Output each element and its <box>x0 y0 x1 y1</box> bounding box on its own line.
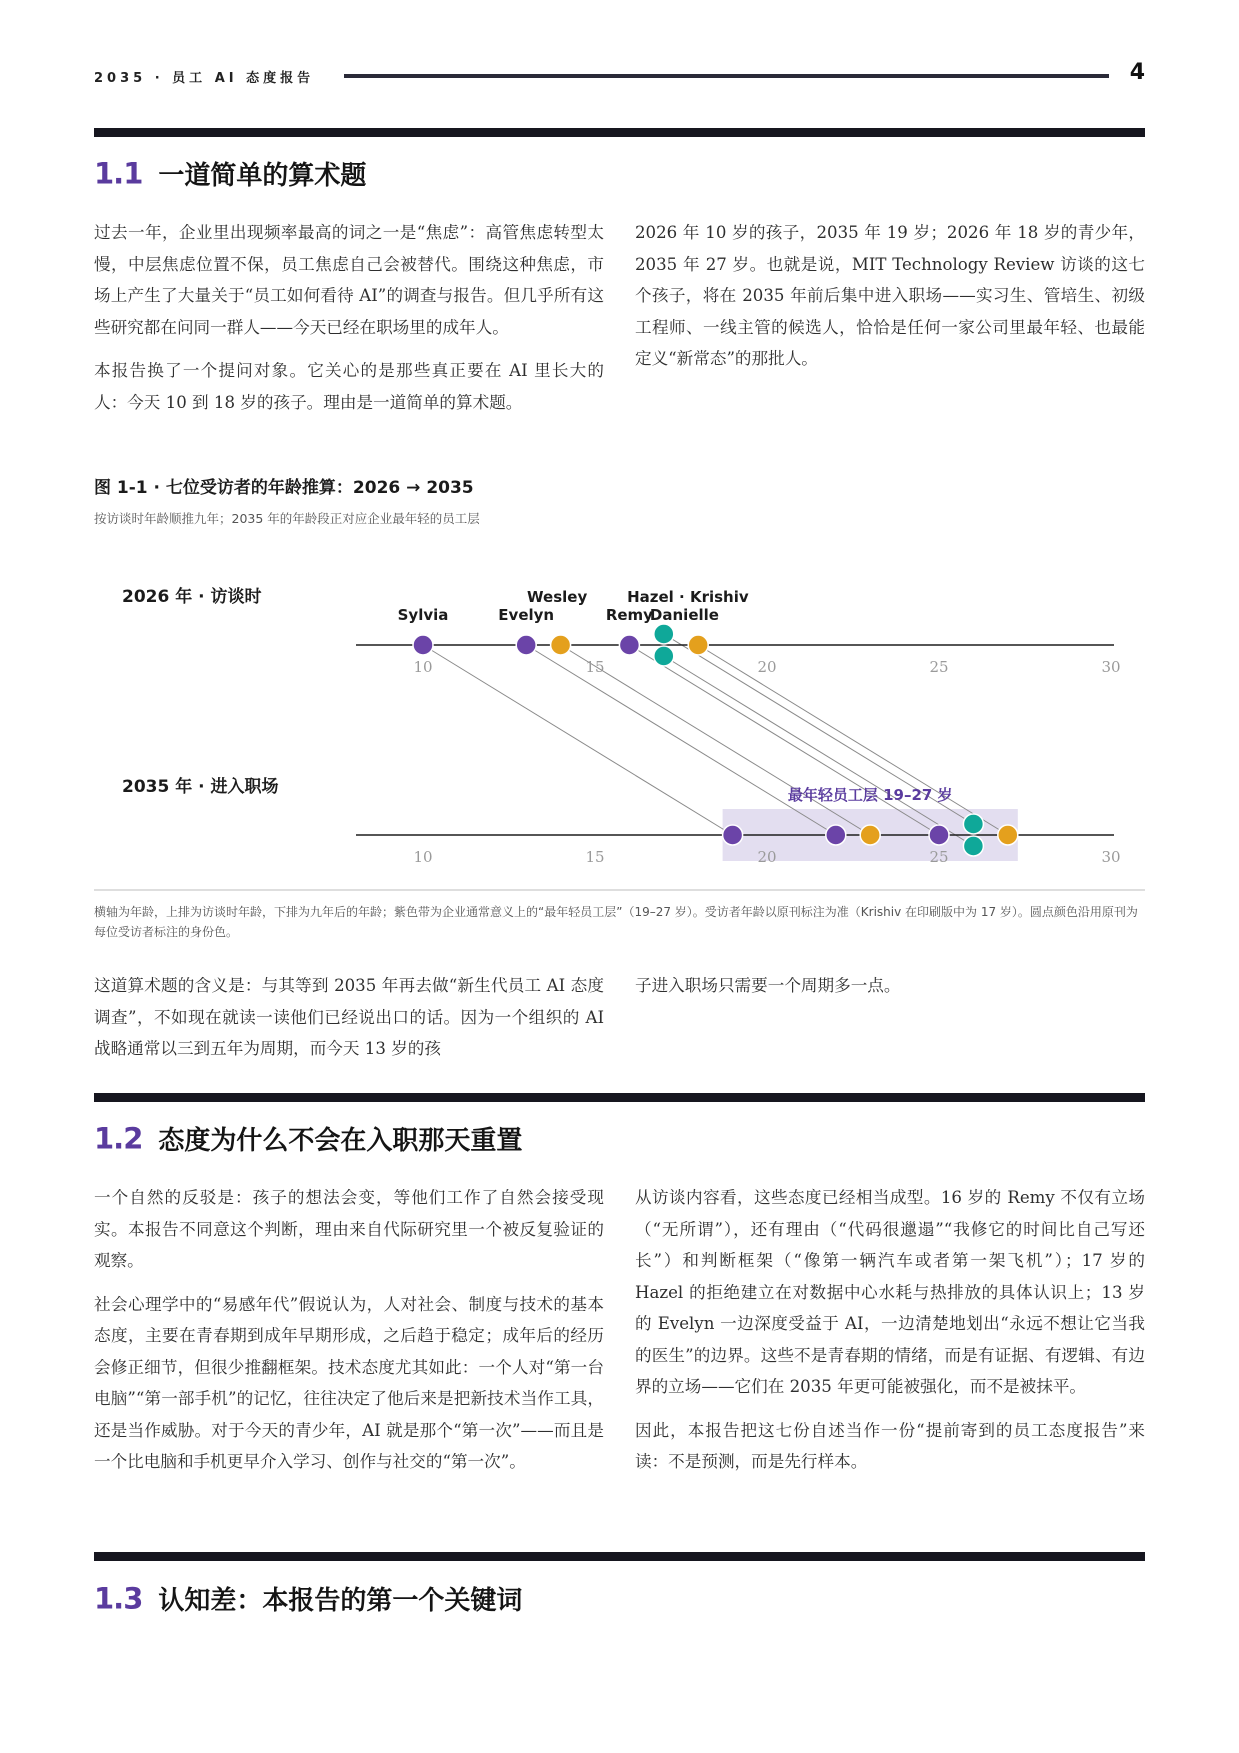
paragraph: 本报告换了一个提问对象。它关心的是那些真正要在 AI 里长大的人：今天 10 到 18 岁的孩子。理由是一道简单的算术题。 <box>94 361 604 412</box>
x-tick-label: 10 <box>413 658 433 676</box>
band-label: 最年轻员工层 19–27 岁 <box>787 786 953 804</box>
x-tick-label: 30 <box>1101 848 1121 866</box>
figure-note: 横轴为年龄，上排为访谈时年龄，下排为九年后的年龄；紫色带为企业通常意义上的“最年轻员工层”（19–27 岁）。受访者年龄以原刊标注为准（Krishiv 在印刷版中为 17 岁）。圆点颜色沿用原刊为每位受访者标注的身份色。 <box>94 905 1138 939</box>
section-title: 态度为什么不会在入职那天重置 <box>158 1126 523 1156</box>
x-tick-label: 20 <box>757 658 777 676</box>
column-left <box>94 217 604 430</box>
x-tick-label: 20 <box>757 848 777 866</box>
running-header <box>94 60 1145 88</box>
x-tick-label: 25 <box>929 848 949 866</box>
age-connector-line <box>423 645 733 835</box>
section-number: 1.1 <box>94 156 143 191</box>
age-projection-chart <box>94 545 1145 895</box>
paragraph: 2026 年 10 岁的孩子，2035 年 19 岁；2026 年 18 岁的青少年，2035 年 27 岁。也就是说，MIT Technology Review 访谈的这七个孩子，将在 2035 年前后集中进入职场——实习生、管培生、初级工程师、一线主管的候选人，恰恰是任何一家公司里最年轻、也最能定义“新常态”的那批人。 <box>635 223 1145 368</box>
point-2035 <box>963 814 983 834</box>
running-title: 2035 · 员工 AI 态度报告 <box>94 71 315 86</box>
paragraph: 社会心理学中的“易感年代”假说认为，人对社会、制度与技术的基本态度，主要在青春期到成年早期形成，之后趋于稳定；成年后的经历会修正细节，但很少推翻框架。技术态度尤其如此：一个人对“第一台电脑”“第一部手机”的记忆，往往决定了他后来是把新技术当作工具，还是当作威胁。对于今天的青少年，AI 就是那个“第一次”——而且是一个比电脑和手机更早介入学习、创作与社交的“第一次”。 <box>94 1294 604 1471</box>
page-number: 4 <box>1129 60 1145 85</box>
point-2035 <box>826 825 846 845</box>
row-label-2035: 2035 年 · 进入职场 <box>122 777 279 797</box>
section-heading-1-1 <box>94 155 366 195</box>
column-left <box>94 1182 604 1490</box>
participant-label: Hazel · Krishiv <box>627 588 749 606</box>
x-tick-label: 30 <box>1101 658 1121 676</box>
paragraph: 过去一年，企业里出现频率最高的词之一是“焦虑”：高管焦虑转型太慢，中层焦虑位置不保，员工焦虑自己会被替代。围绕这种焦虑，市场上产生了大量关于“员工如何看待 AI”的调查与报告。但几乎所有这些研究都在问同一群人——今天已经在职场里的成年人。 <box>94 223 604 337</box>
section-title: 一道简单的算术题 <box>158 161 367 191</box>
point-2026 <box>619 635 639 655</box>
point-2026 <box>654 624 674 644</box>
age-connector-line <box>629 645 939 835</box>
point-2035 <box>998 825 1018 845</box>
column-right <box>635 970 1145 1014</box>
column-right <box>635 217 1145 387</box>
point-2026 <box>688 635 708 655</box>
x-tick-label: 10 <box>413 848 433 866</box>
participant-label: Sylvia <box>397 606 449 624</box>
participant-label: Evelyn <box>498 606 555 624</box>
point-2035 <box>929 825 949 845</box>
section-title: 认知差：本报告的第一个关键词 <box>158 1586 523 1616</box>
section-heading-1-2 <box>94 1120 522 1160</box>
age-connector-line <box>561 645 871 835</box>
paragraph: 这道算术题的含义是：与其等到 2035 年再去做“新生代员工 AI 态度调查”，不如现在就读一读他们已经说出口的话。因为一个组织的 AI 战略通常以三到五年为周期，而今天 13 岁的孩 <box>94 976 604 1058</box>
column-left <box>94 970 604 1077</box>
paragraph: 子进入职场只需要一个周期多一点。 <box>635 976 901 995</box>
point-2035 <box>860 825 880 845</box>
row-label-2026: 2026 年 · 访谈时 <box>122 587 262 607</box>
point-2026 <box>654 646 674 666</box>
paragraph: 因此，本报告把这七份自述当作一份“提前寄到的员工态度报告”来读：不是预测，而是先行样本。 <box>635 1420 1145 1471</box>
section-divider <box>94 128 1145 137</box>
x-tick-label: 15 <box>585 848 605 866</box>
age-connector-line <box>526 645 836 835</box>
participant-label: Wesley <box>527 588 588 606</box>
point-2026 <box>413 635 433 655</box>
section-divider <box>94 1552 1145 1561</box>
age-connector-line <box>698 645 1008 835</box>
x-tick-label: 25 <box>929 658 949 676</box>
section-number: 1.2 <box>94 1121 143 1156</box>
section-divider <box>94 1093 1145 1102</box>
x-tick-label: 15 <box>585 658 605 676</box>
participant-label: Remy <box>605 606 653 624</box>
column-right <box>635 1182 1145 1490</box>
paragraph: 从访谈内容看，这些态度已经相当成型。16 岁的 Remy 不仅有立场（“无所谓”），还有理由（“代码很邋遢”“我修它的时间比自己写还长”）和判断框架（“像第一辆汽车或者第一架飞机”）；17 岁的 Hazel 的拒绝建立在对数据中心水耗与热排放的具体认识上；13 岁的 Evelyn 一边深度受益于 AI，一边清楚地划出“永远不想让它当我的医生”的边界。这些不是青春期的情绪，而是有证据、有逻辑、有边界的立场——它们在 2035 年更可能被强化，而不是被抹平。 <box>635 1188 1145 1396</box>
header-rule <box>344 74 1109 78</box>
point-2035 <box>723 825 743 845</box>
figure-title: 图 1-1 · 七位受访者的年龄推算：2026 → 2035 <box>94 478 474 498</box>
participant-label: Danielle <box>649 606 719 624</box>
paragraph: 一个自然的反驳是：孩子的想法会变，等他们工作了自然会接受现实。本报告不同意这个判断，理由来自代际研究里一个被反复验证的观察。 <box>94 1188 604 1270</box>
section-heading-1-3 <box>94 1580 522 1620</box>
section-number: 1.3 <box>94 1581 143 1616</box>
point-2026 <box>516 635 536 655</box>
point-2035 <box>963 836 983 856</box>
point-2026 <box>551 635 571 655</box>
figure-subtitle: 按访谈时年龄顺推九年；2035 年的年龄段正对应企业最年轻的员工层 <box>94 511 480 526</box>
